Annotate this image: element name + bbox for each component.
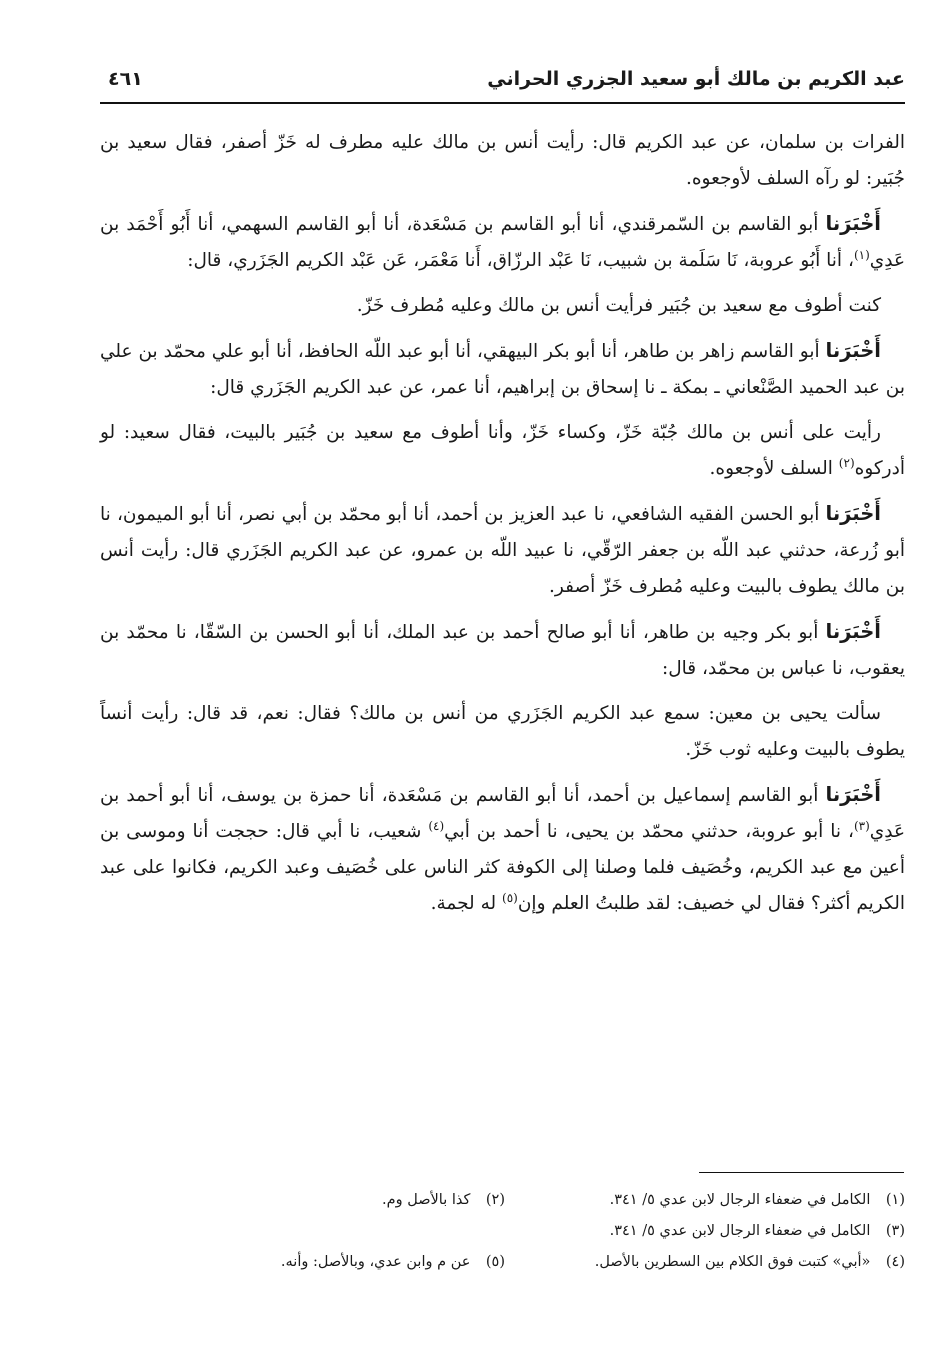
paragraph	[100, 125, 905, 197]
footnote-row	[100, 1247, 905, 1278]
footnote	[505, 1247, 905, 1278]
paragraph-text: الفرات بن سلمان، عن عبد الكريم قال: رأيت أنس بن مالك عليه مطرف له خَزّ أصفر، فقال سعيد بن جُبَير: لو رآه السلف لأوجعوه.	[100, 132, 905, 189]
matn-paragraph	[100, 696, 905, 768]
paragraph-text: سألت يحيى بن معين: سمع عبد الكريم الجَزَري من أنس بن مالك؟ فقال: نعم، قد قال: رأيت أنساً يطوف بالبيت وعليه ثوب خَزّ.	[100, 703, 905, 760]
footnote-ref[interactable]: (٥)	[502, 890, 518, 905]
footnote-ref[interactable]: (٣)	[853, 818, 870, 833]
footnote-ref[interactable]: (٤)	[428, 818, 445, 833]
footnote	[105, 1185, 505, 1216]
paragraph-text: أبو القاسم إسماعيل بن أحمد، أنا أبو القاسم بن مَسْعَدة، أنا حمزة بن يوسف، أنا أبو أحمد بن عَدِي	[100, 785, 905, 842]
paragraph-text: ، أنا أَبُو عروبة، نَا سَلَمة بن شبيب، نَا عَبْد الرزّاق، أَنا مَعْمَر، عَن عَبْد الكريم الجَزَري، قال:	[187, 250, 854, 271]
paragraph-text: السلف لأوجعوه.	[709, 458, 839, 479]
matn-paragraph	[100, 415, 905, 487]
isnad-paragraph	[100, 777, 905, 922]
paragraph-text: ، نا أبو عروبة، حدثني محمّد بن يحيى، نا أحمد بن أبي	[444, 821, 854, 842]
footnote	[505, 1216, 905, 1247]
main-text	[100, 125, 905, 931]
footnote-number: (٤)	[885, 1254, 905, 1270]
footnote-number: (٥)	[485, 1254, 505, 1270]
akhbarana-keyword: أَخْبَرَنا	[825, 620, 881, 643]
paragraph-text: له لجمة.	[430, 893, 503, 914]
paragraph-text: رأيت على أنس بن مالك جُبّة خَزّ، وكساء خَزّ، وأنا أطوف مع سعيد بن جُبَير بالبيت، فقال سعيد: لو أدركوه	[100, 422, 905, 479]
footnote-ref[interactable]: (٢)	[838, 455, 855, 470]
footnote-row	[100, 1216, 905, 1247]
akhbarana-keyword: أَخْبَرَنا	[825, 502, 881, 525]
footnote-ref[interactable]: (١)	[853, 247, 870, 262]
running-title: عبد الكريم بن مالك أبو سعيد الجزري الحراني	[487, 68, 905, 90]
akhbarana-keyword: أَخْبَرَنا	[825, 783, 881, 806]
page-number: ٤٦١	[108, 68, 143, 90]
akhbarana-keyword: أَخْبَرَنا	[825, 339, 881, 362]
isnad-paragraph	[100, 614, 905, 687]
footnote	[505, 1185, 905, 1216]
footnotes	[100, 1185, 905, 1278]
paragraph-text: أبو القاسم بن السّمرقندي، أنا أبو القاسم بن مَسْعَدة، أنا أبو القاسم السهمي، أنا أَبُو أَحْمَد بن عَدِي	[100, 214, 905, 271]
footnote-empty	[105, 1216, 505, 1247]
page-header	[100, 62, 905, 104]
paragraph-text: أبو بكر وجيه بن طاهر، أنا أبو صالح أحمد بن عبد الملك، أنا أبو الحسن بن السّقّا، نا محمّد بن يعقوب، نا عباس بن محمّد، قال:	[100, 622, 905, 679]
footnote-separator	[699, 1172, 904, 1173]
footnote-text: عن م وابن عدي، وبالأصل: وأنه.	[280, 1254, 471, 1270]
footnote-text: الكامل في ضعفاء الرجال لابن عدي ٥/ ٣٤١.	[609, 1192, 871, 1208]
akhbarana-keyword: أَخْبَرَنا	[825, 212, 881, 235]
footnote-number: (٣)	[885, 1223, 905, 1239]
footnote-text: كذا بالأصل وم.	[382, 1192, 471, 1208]
isnad-paragraph	[100, 206, 905, 279]
footnote-row	[100, 1185, 905, 1216]
paragraph-text: أبو الحسن الفقيه الشافعي، نا عبد العزيز بن أحمد، أنا أبو محمّد بن أبي نصر، أنا أبو الميمون، نا أبو زُرعة، حدثني عبد اللّه بن جعفر الرّقّي، نا عبيد اللّه بن عمرو، عن عبد الكريم الجَزَري قال: رأيت أنس بن مالك يطوف بالبيت وعليه مُطرف خَزّ أصفر.	[100, 504, 905, 597]
footnote-number: (١)	[885, 1192, 905, 1208]
footnote	[105, 1247, 505, 1278]
paragraph-text: شعيب، نا أبي قال: حججت أنا وموسى بن أعين مع عبد الكريم، وخُصَيف فلما وصلنا إلى الكوفة كثر الناس على خُصَيف وعبد الكريم، فكانوا على عبد الكريم أكثر؟ فقال لي خصيف: لقد طلبتُ العلم وإن	[100, 821, 905, 914]
footnote-text: «أبي» كتبت فوق الكلام بين السطرين بالأصل.	[594, 1254, 871, 1270]
footnote-number: (٢)	[485, 1192, 505, 1208]
isnad-paragraph	[100, 496, 905, 605]
matn-paragraph	[100, 288, 905, 324]
isnad-paragraph	[100, 333, 905, 406]
paragraph-text: كنت أطوف مع سعيد بن جُبَير فرأيت أنس بن مالك وعليه مُطرف خَزّ.	[356, 295, 881, 316]
footnote-text: الكامل في ضعفاء الرجال لابن عدي ٥/ ٣٤١.	[609, 1223, 871, 1239]
paragraph-text: أبو القاسم زاهر بن طاهر، أنا أبو بكر البيهقي، أنا أبو عبد اللّه الحافظ، أنا أبو علي محمّد بن علي بن عبد الحميد الصَّنْعاني ـ بمكة ـ نا إسحاق بن إبراهيم، أنا عمر، عن عبد الكريم الجَزَري قال:	[100, 341, 905, 398]
